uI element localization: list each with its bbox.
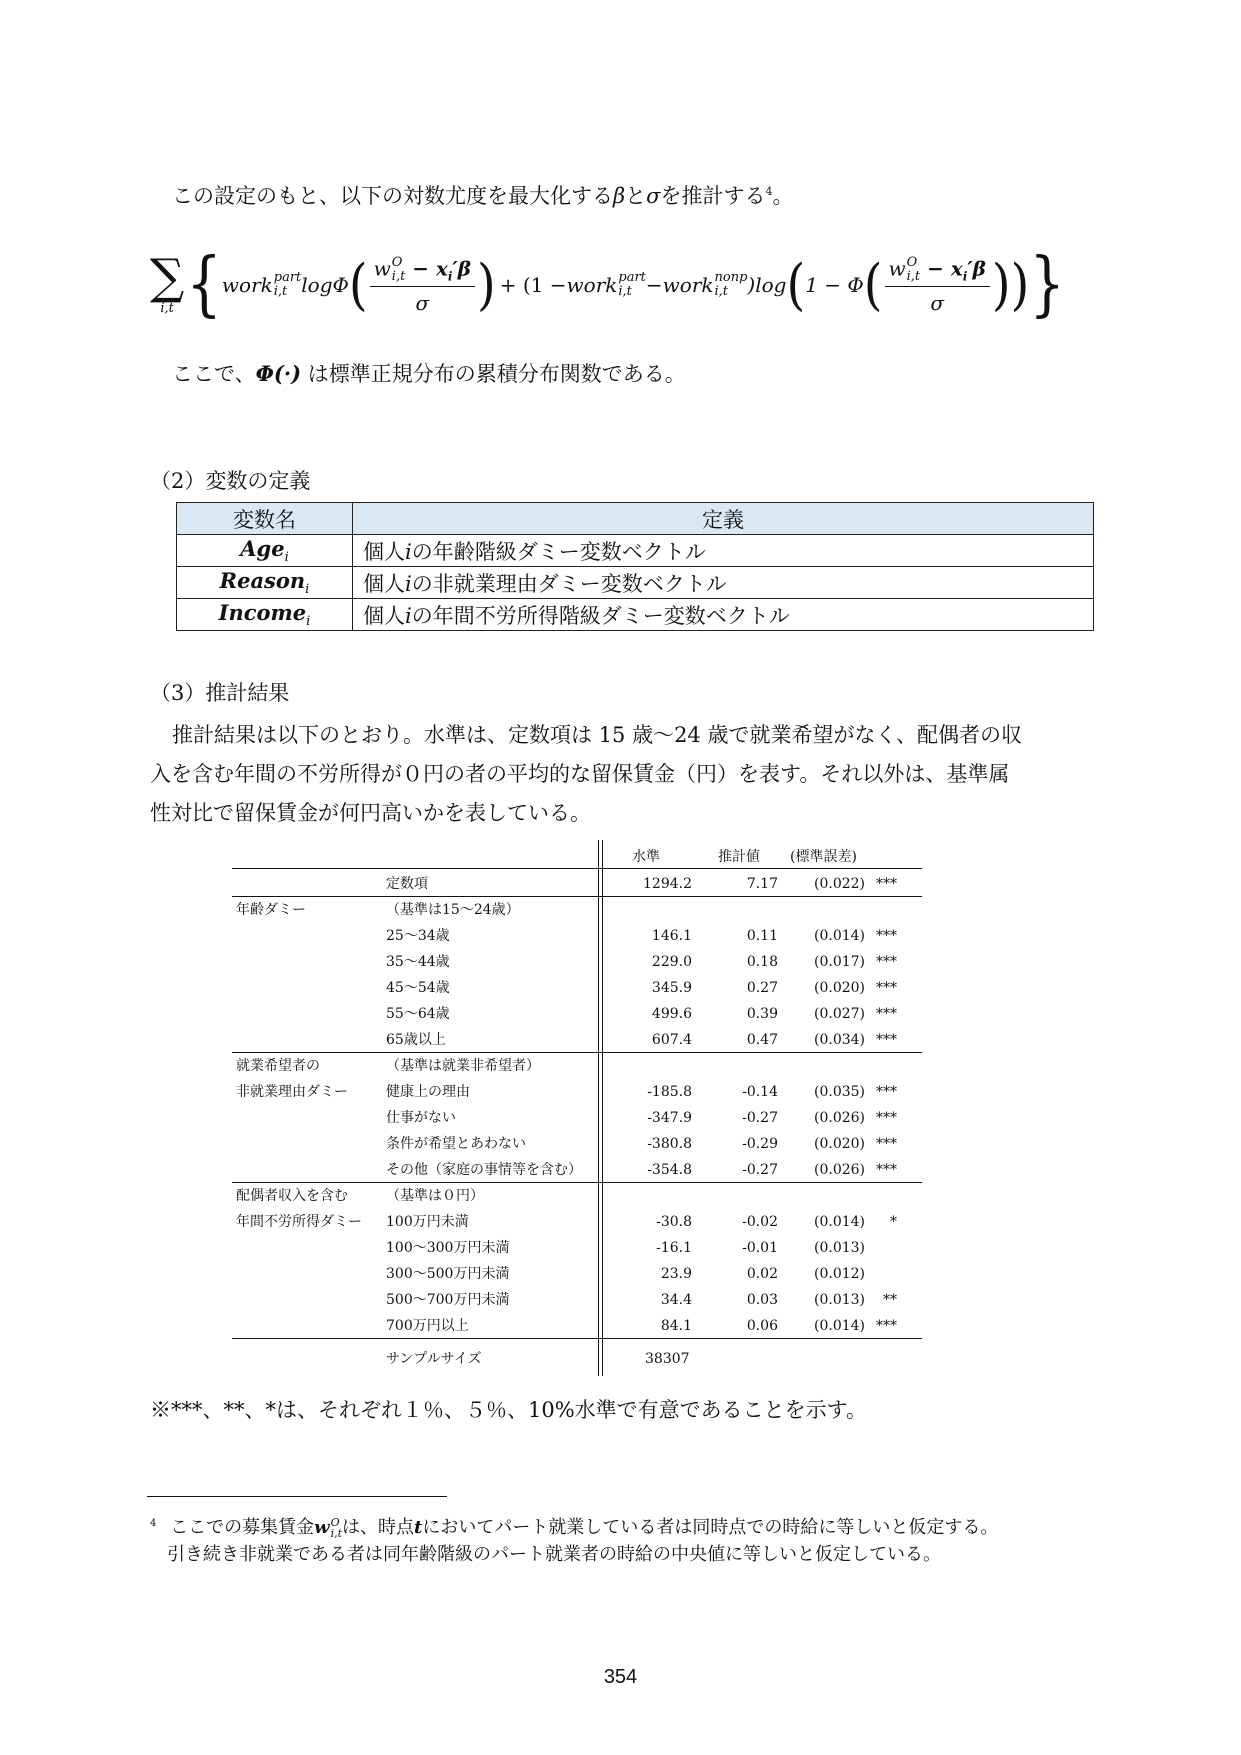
- variable-definition: 個人iの年間不労所得階級ダミー変数ベクトル: [353, 599, 1094, 631]
- paragraph-line: 推計結果は以下のとおり。水準は、定数項は 15 歳～24 歳で就業希望がなく、配偶者の収: [172, 723, 1023, 747]
- row-standard-error: (0.020): [814, 1136, 866, 1152]
- row-standard-error: (0.014): [814, 1214, 866, 1230]
- row-estimate: 0.27: [746, 980, 778, 996]
- row-level: -354.8: [647, 1162, 692, 1178]
- row-standard-error: (0.026): [814, 1110, 866, 1126]
- variable-definition-table: [176, 502, 1094, 631]
- row-level: -185.8: [647, 1084, 692, 1100]
- header-level: 水準: [632, 849, 660, 865]
- row-group-label: 就業希望者の: [236, 1058, 320, 1074]
- row-significance: **: [883, 1292, 897, 1308]
- row-significance: ***: [876, 1162, 897, 1178]
- significance-note: ※***、**、*は、それぞれ１％、５％、10%水準で有意であることを示す。: [150, 1398, 867, 1422]
- header-variable-name: 変数名: [177, 503, 353, 535]
- fraction-2: w O i,t − $x_i'\beta$ σ: [885, 256, 990, 315]
- page-number: 354: [603, 1666, 638, 1688]
- variable-name: Age$_i$: [177, 535, 353, 567]
- footnote-line-1: $^4$ ここでの募集賃金w O i,t は、時点tにおいてパート就業している者は同時点での時給に等しいと仮定する。: [150, 1516, 999, 1540]
- row-label: その他（家庭の事情等を含む）: [386, 1162, 582, 1178]
- row-level: -347.9: [647, 1110, 692, 1126]
- row-significance: ***: [876, 1136, 897, 1152]
- row-level: 84.1: [660, 1318, 692, 1334]
- row-label: （基準は就業非希望者）: [386, 1058, 540, 1074]
- row-label: 25～34歳: [386, 928, 450, 944]
- row-group-label: 年間不労所得ダミー: [236, 1214, 362, 1230]
- variable-name: Income$_i$: [177, 599, 353, 631]
- row-label: 定数項: [386, 876, 428, 892]
- row-estimate: -0.27: [742, 1110, 778, 1126]
- phi-definition: ここで、Φ(·) は標準正規分布の累積分布関数である。: [172, 361, 686, 386]
- row-level: 607.4: [651, 1032, 692, 1048]
- row-estimate: -0.27: [742, 1162, 778, 1178]
- row-label: 65歳以上: [386, 1032, 446, 1048]
- row-label: （基準は０円）: [386, 1188, 484, 1204]
- intro-text: この設定のもと、以下の対数尤度を最大化するβとσを推計する$^4$。: [172, 184, 794, 208]
- header-standard-error: (標準誤差): [790, 849, 857, 865]
- row-label: 100～300万円未満: [386, 1240, 510, 1256]
- row-group-label: 非就業理由ダミー: [236, 1084, 348, 1100]
- row-estimate: 0.02: [746, 1266, 778, 1282]
- row-significance: ***: [876, 1318, 897, 1334]
- table-top-rule: [232, 868, 922, 869]
- row-significance: ***: [876, 1084, 897, 1100]
- row-label: 45～54歳: [386, 980, 450, 996]
- row-estimate: -0.02: [742, 1214, 778, 1230]
- row-standard-error: (0.022): [814, 876, 866, 892]
- row-standard-error: (0.026): [814, 1162, 866, 1178]
- row-significance: ***: [876, 1032, 897, 1048]
- row-level: 23.9: [660, 1266, 692, 1282]
- row-level: -16.1: [656, 1240, 692, 1256]
- column-separator: [602, 840, 603, 1376]
- row-level: 345.9: [651, 980, 692, 996]
- row-group-label: 年齢ダミー: [236, 902, 306, 918]
- header-definition: 定義: [353, 503, 1094, 535]
- row-standard-error: (0.013): [814, 1292, 866, 1308]
- row-label: 300～500万円未満: [386, 1266, 510, 1282]
- table-row: [177, 535, 1094, 567]
- row-significance: ***: [876, 1006, 897, 1022]
- row-estimate: 0.11: [746, 928, 778, 944]
- row-standard-error: (0.020): [814, 980, 866, 996]
- row-label: 健康上の理由: [386, 1084, 470, 1100]
- row-label: 55～64歳: [386, 1006, 450, 1022]
- section-heading-variables: （2）変数の定義: [150, 469, 311, 493]
- row-level: 1294.2: [643, 876, 692, 892]
- summation: ∑ i,t: [150, 249, 185, 316]
- row-label: 仕事がない: [386, 1110, 456, 1126]
- row-significance: ***: [876, 928, 897, 944]
- row-label: 35～44歳: [386, 954, 450, 970]
- row-estimate: 0.06: [746, 1318, 778, 1334]
- row-significance: ***: [876, 954, 897, 970]
- row-standard-error: (0.012): [814, 1266, 866, 1282]
- group-divider-rule: [232, 1182, 922, 1183]
- row-significance: *: [890, 1214, 897, 1230]
- row-standard-error: (0.034): [814, 1032, 866, 1048]
- row-label: 500～700万円未満: [386, 1292, 510, 1308]
- group-divider-rule: [232, 1338, 922, 1339]
- column-separator: [598, 840, 599, 1376]
- row-level: -30.8: [656, 1214, 692, 1230]
- row-level: 499.6: [651, 1006, 692, 1022]
- row-label: （基準は15～24歳）: [386, 902, 520, 918]
- row-label: 100万円未満: [386, 1214, 469, 1230]
- row-standard-error: (0.027): [814, 1006, 866, 1022]
- row-level: -380.8: [647, 1136, 692, 1152]
- row-estimate: 0.18: [746, 954, 778, 970]
- paragraph-line: 性対比で留保賃金が何円高いかを表している。: [150, 801, 591, 825]
- row-standard-error: (0.014): [814, 928, 866, 944]
- row-label: 700万円以上: [386, 1318, 469, 1334]
- row-estimate: -0.14: [742, 1084, 778, 1100]
- fraction-1: w O i,t − $x_i'\beta$ σ: [370, 256, 475, 315]
- group-divider-rule: [232, 896, 922, 897]
- header-estimate: 推計値: [718, 849, 760, 865]
- row-level: 229.0: [651, 954, 692, 970]
- variable-definition: 個人iの年齢階級ダミー変数ベクトル: [353, 535, 1094, 567]
- estimation-results-table: [232, 844, 922, 1374]
- group-divider-rule: [232, 1052, 922, 1053]
- row-estimate: 7.17: [746, 876, 778, 892]
- section-heading-results: （3）推計結果: [150, 681, 290, 705]
- sample-size-label: サンプルサイズ: [386, 1351, 482, 1367]
- row-estimate: 0.03: [746, 1292, 778, 1308]
- paragraph-line: 入を含む年間の不労所得が０円の者の平均的な留保賃金（円）を表す。それ以外は、基準属: [150, 762, 1010, 786]
- table-row: [177, 599, 1094, 631]
- log-likelihood-formula: ∑ i,t { work part i,t log Φ ( w O i,t − $x_i'\beta$ σ ) + (1 − work part i,t − work nonp i,t )log ( 1 − Φ ( w O i,t − $x_i'\beta$ σ ) ) }: [150, 243, 1065, 325]
- footnote-ref: 4: [765, 185, 773, 198]
- row-estimate: -0.01: [742, 1240, 778, 1256]
- row-estimate: -0.29: [742, 1136, 778, 1152]
- row-level: 146.1: [651, 928, 692, 944]
- row-group-label: 配偶者収入を含む: [236, 1188, 348, 1204]
- row-estimate: 0.39: [746, 1006, 778, 1022]
- row-label: 条件が希望とあわない: [386, 1136, 526, 1152]
- table-row: [177, 567, 1094, 599]
- variable-name: Reason$_i$: [177, 567, 353, 599]
- row-standard-error: (0.035): [814, 1084, 866, 1100]
- row-level: 34.4: [660, 1292, 692, 1308]
- row-standard-error: (0.014): [814, 1318, 866, 1334]
- row-standard-error: (0.013): [814, 1240, 866, 1256]
- row-significance: ***: [876, 980, 897, 996]
- row-significance: ***: [876, 1110, 897, 1126]
- footnote-line-2: 引き続き非就業である者は同年齢階級のパート就業者の時給の中央値に等しいと仮定している。: [167, 1544, 941, 1565]
- row-estimate: 0.47: [746, 1032, 778, 1048]
- variable-definition: 個人iの非就業理由ダミー変数ベクトル: [353, 567, 1094, 599]
- sample-size-value: 38307: [645, 1351, 690, 1367]
- table-header-row: [177, 503, 1094, 535]
- row-standard-error: (0.017): [814, 954, 866, 970]
- row-significance: ***: [876, 876, 897, 892]
- footnote-divider: [147, 1496, 447, 1497]
